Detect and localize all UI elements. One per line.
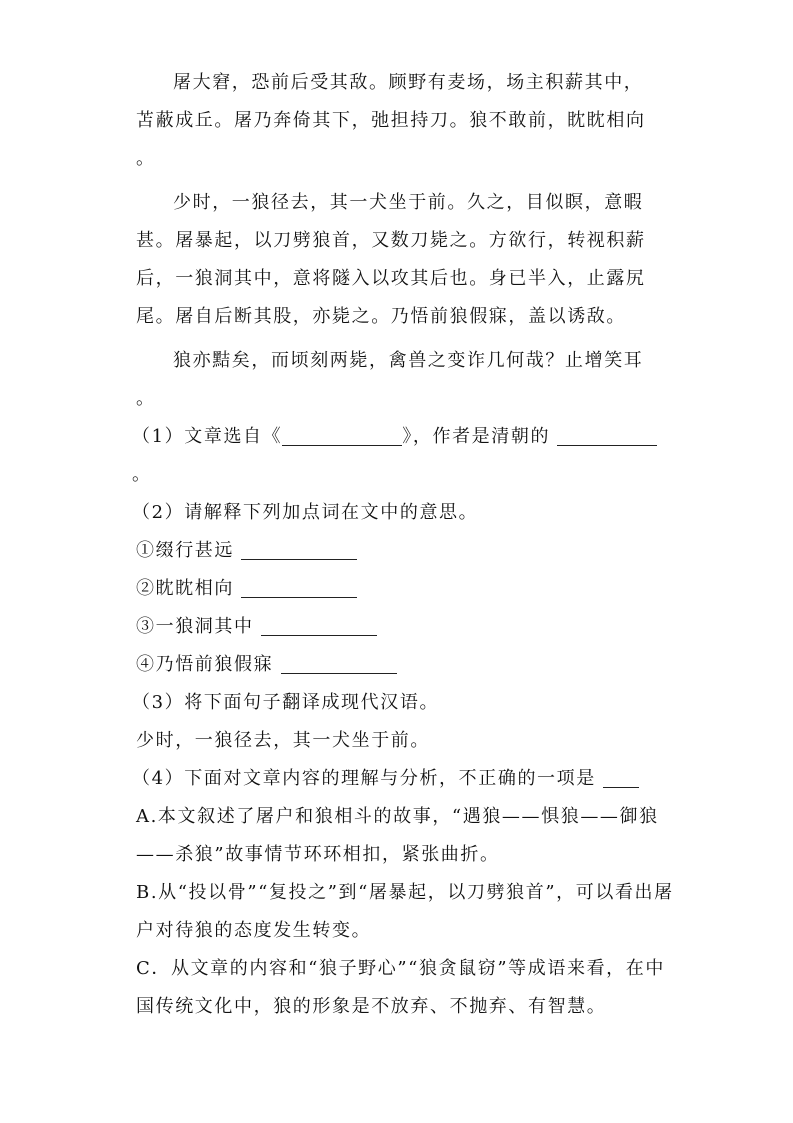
passage-paragraph-1 [136, 64, 676, 178]
answer-blank[interactable] [241, 577, 357, 598]
answer-blank[interactable] [281, 653, 397, 674]
list-item: ①缀行甚远 [136, 532, 676, 570]
question-4-title: （4）下面对文章内容的理解与分析，不正确的一项是 [132, 768, 596, 789]
question-1-prefix: （1）文章选自《 [132, 426, 283, 447]
question-2-items [136, 532, 676, 684]
answer-blank[interactable] [241, 539, 357, 560]
question-2 [132, 494, 676, 532]
option-b-line: 户对待狼的态度发生转变。 [136, 920, 372, 941]
list-item: ③一狼洞其中 [136, 608, 676, 646]
answer-blank-book[interactable] [282, 425, 402, 446]
document-body [132, 64, 676, 1026]
passage-line: 狼亦黠矣，而顷刻两毙，禽兽之变诈几何哉？止增笑耳 [173, 350, 644, 371]
passage-line: 屠大窘，恐前后受其敌。顾野有麦场，场主积薪其中， [173, 72, 644, 93]
passage-line: 后，一狼洞其中，意将隧入以攻其后也。身已半入，止露尻 [136, 268, 646, 289]
question-1-middle: 》，作者是清朝的 [402, 426, 551, 447]
passage-line: 尾。屠自后断其股，亦毙之。乃悟前狼假寐，盖以诱敌。 [136, 306, 626, 327]
list-item: ④乃悟前狼假寐 [136, 646, 676, 684]
passage-line: 苫蔽成丘。屠乃奔倚其下，弛担持刀。狼不敢前，眈眈相向 [136, 110, 646, 131]
question-3-title: （3）将下面句子翻译成现代汉语。 [132, 692, 440, 713]
passage-line: 少时，一狼径去，其一犬坐于前。久之，目似瞑，意暇 [173, 192, 644, 213]
passage-line: 甚。屠暴起，以刀劈狼首，又数刀毙之。方欲行，转视积薪 [136, 230, 646, 251]
option-c-line: 国传统文化中，狼的形象是不放弃、不抛弃、有智慧。 [136, 996, 607, 1017]
question-4-title-line [132, 760, 676, 798]
question-3-sentence: 少时，一狼径去，其一犬坐于前。 [136, 730, 430, 751]
question-1 [132, 418, 676, 494]
question-2-title: （2）请解释下列加点词在文中的意思。 [132, 502, 479, 523]
answer-blank-choice[interactable] [603, 767, 639, 788]
passage-paragraph-2 [136, 184, 676, 336]
list-item: ②眈眈相向 [136, 570, 676, 608]
question-3 [132, 684, 676, 760]
option-c-line: C．从文章的内容和“狼子野心”“狼贪鼠窃”等成语来看，在中 [136, 958, 665, 979]
passage-line: 。 [136, 388, 156, 409]
passage-line: 。 [136, 148, 156, 169]
answer-blank-author[interactable] [557, 425, 657, 446]
option-b-line: B.从“投以骨”“复投之”到“屠暴起，以刀劈狼首”，可以看出屠 [136, 882, 674, 903]
passage-paragraph-3 [136, 342, 676, 418]
option-a-line: A.本文叙述了屠户和狼相斗的故事，“遇狼——惧狼——御狼 [136, 806, 659, 827]
question-1-end: 。 [132, 464, 152, 485]
answer-blank[interactable] [261, 615, 377, 636]
option-a-line: ——杀狼”故事情节环环相扣，紧张曲折。 [136, 844, 500, 865]
question-4 [132, 760, 676, 1026]
